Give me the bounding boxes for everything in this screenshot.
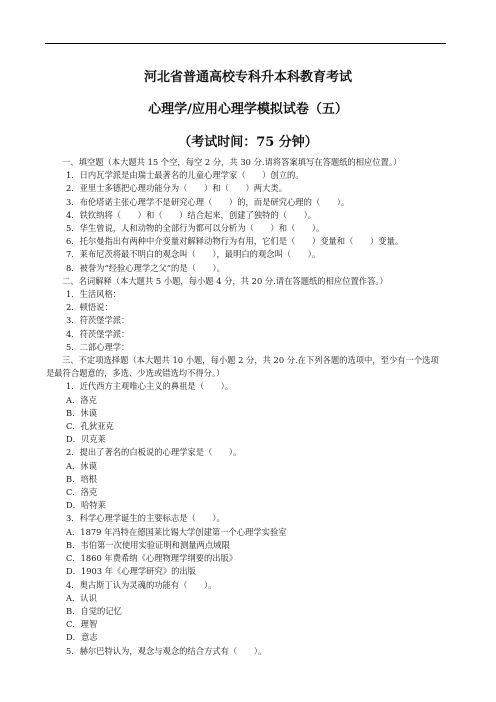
question-line: 3．符茨堡学派： <box>66 315 130 326</box>
question-line: 4．铁钦纳将（ ）和（ ）结合起来，创建了独特的（ ）。 <box>66 209 317 220</box>
question-line: 1．日内瓦学派是由瑞士最著名的儿童心理学家（ ）创立的。 <box>66 170 304 181</box>
question-line: 7．莱布尼茨将最不明白的观念叫（ ），最明白的观念叫（ ）。 <box>66 249 321 260</box>
exam-title: 河北省普通高校专科升本科教育考试 <box>143 70 352 85</box>
question-line: A．休谟 <box>66 460 97 471</box>
question-line: 2．顿悟说： <box>66 302 113 313</box>
question-line: 4．奥古斯丁认为灵魂的功能有（ ）。 <box>66 579 217 590</box>
question-line: A．认识 <box>66 592 97 603</box>
question-line: D．贝克莱 <box>66 434 106 445</box>
question-line: C．孔狄亚克 <box>66 421 114 432</box>
section-heading: 二、名词解释（本大题共 5 小题，每小题 4 分，共 20 分.请在答题纸的相应位置作答。） <box>62 275 388 286</box>
header-rule <box>45 43 446 44</box>
question-line: B．自觉的记忆 <box>66 605 122 616</box>
question-line: 1．生活风格： <box>66 289 122 300</box>
question-line: D．哈特莱 <box>66 500 106 511</box>
question-list <box>46 156 442 658</box>
question-line: A．1879 年冯特在德国莱比锡大学创建第一个心理学实验室 <box>66 526 287 537</box>
question-line: B．休谟 <box>66 407 97 418</box>
question-line: 5．二部心理学： <box>66 341 130 352</box>
question-line: 6．托尔曼指出有两种中介变量对解释动物行为有用，它们是（ ）变量和（ ）变量。 <box>66 236 404 247</box>
section-heading: 三、不定项选择题（本大题共 10 小题，每小题 2 分，共 20 分.在下列各题的选项中，至少有一个选项 <box>62 355 439 366</box>
question-line: 3．布伦塔诺主张心理学不是研究心理（ ）的，而是研究心理的（ ）。 <box>66 196 350 207</box>
question-line: 4．符茨堡学派： <box>66 328 130 339</box>
question-line: B．韦伯第一次使用实验证明和测量两点域限 <box>66 539 230 550</box>
question-line: 是最符合题意的，多选、少选或错选均不得分。） <box>46 368 225 379</box>
question-line: 2．亚里士多德把心理功能分为（ ）和（ ）两大类。 <box>66 183 287 194</box>
paper-subtitle: 心理学/应用心理学模拟试卷（五） <box>148 102 348 117</box>
question-line: 1．近代西方主观唯心主义的鼻祖是（ ）。 <box>66 381 234 392</box>
question-line: 8．被誉为“经验心理学之父”的是（ ）。 <box>66 262 225 273</box>
question-line: 2．提出了著名的白板说的心理学家是（ ）。 <box>66 447 242 458</box>
question-line: 5．华生曾说，人和动物的全部行为都可以分析为（ ）和（ ）。 <box>66 223 325 234</box>
question-line: C．洛克 <box>66 487 98 498</box>
question-line: D．1903 年《心理学研究》的出版 <box>66 566 196 577</box>
question-line: 5．赫尔巴特认为，观念与观念的结合方式有（ ）。 <box>66 645 267 656</box>
section-heading: 一、填空题（本大题共 15 个空，每空 2 分，共 30 分.请将答案填写在答题纸的相应位置。） <box>62 157 402 167</box>
exam-time: （考试时间：75 分钟） <box>178 135 318 150</box>
question-line: C．理智 <box>66 619 98 630</box>
question-line: D．意志 <box>66 632 98 643</box>
question-line: A．洛克 <box>66 394 97 405</box>
question-line: C．1860 年费希纳《心理物理学纲要的出版》 <box>66 553 238 564</box>
question-line: B．培根 <box>66 473 97 484</box>
question-line: 3．科学心理学诞生的主要标志是（ ）。 <box>66 513 225 524</box>
